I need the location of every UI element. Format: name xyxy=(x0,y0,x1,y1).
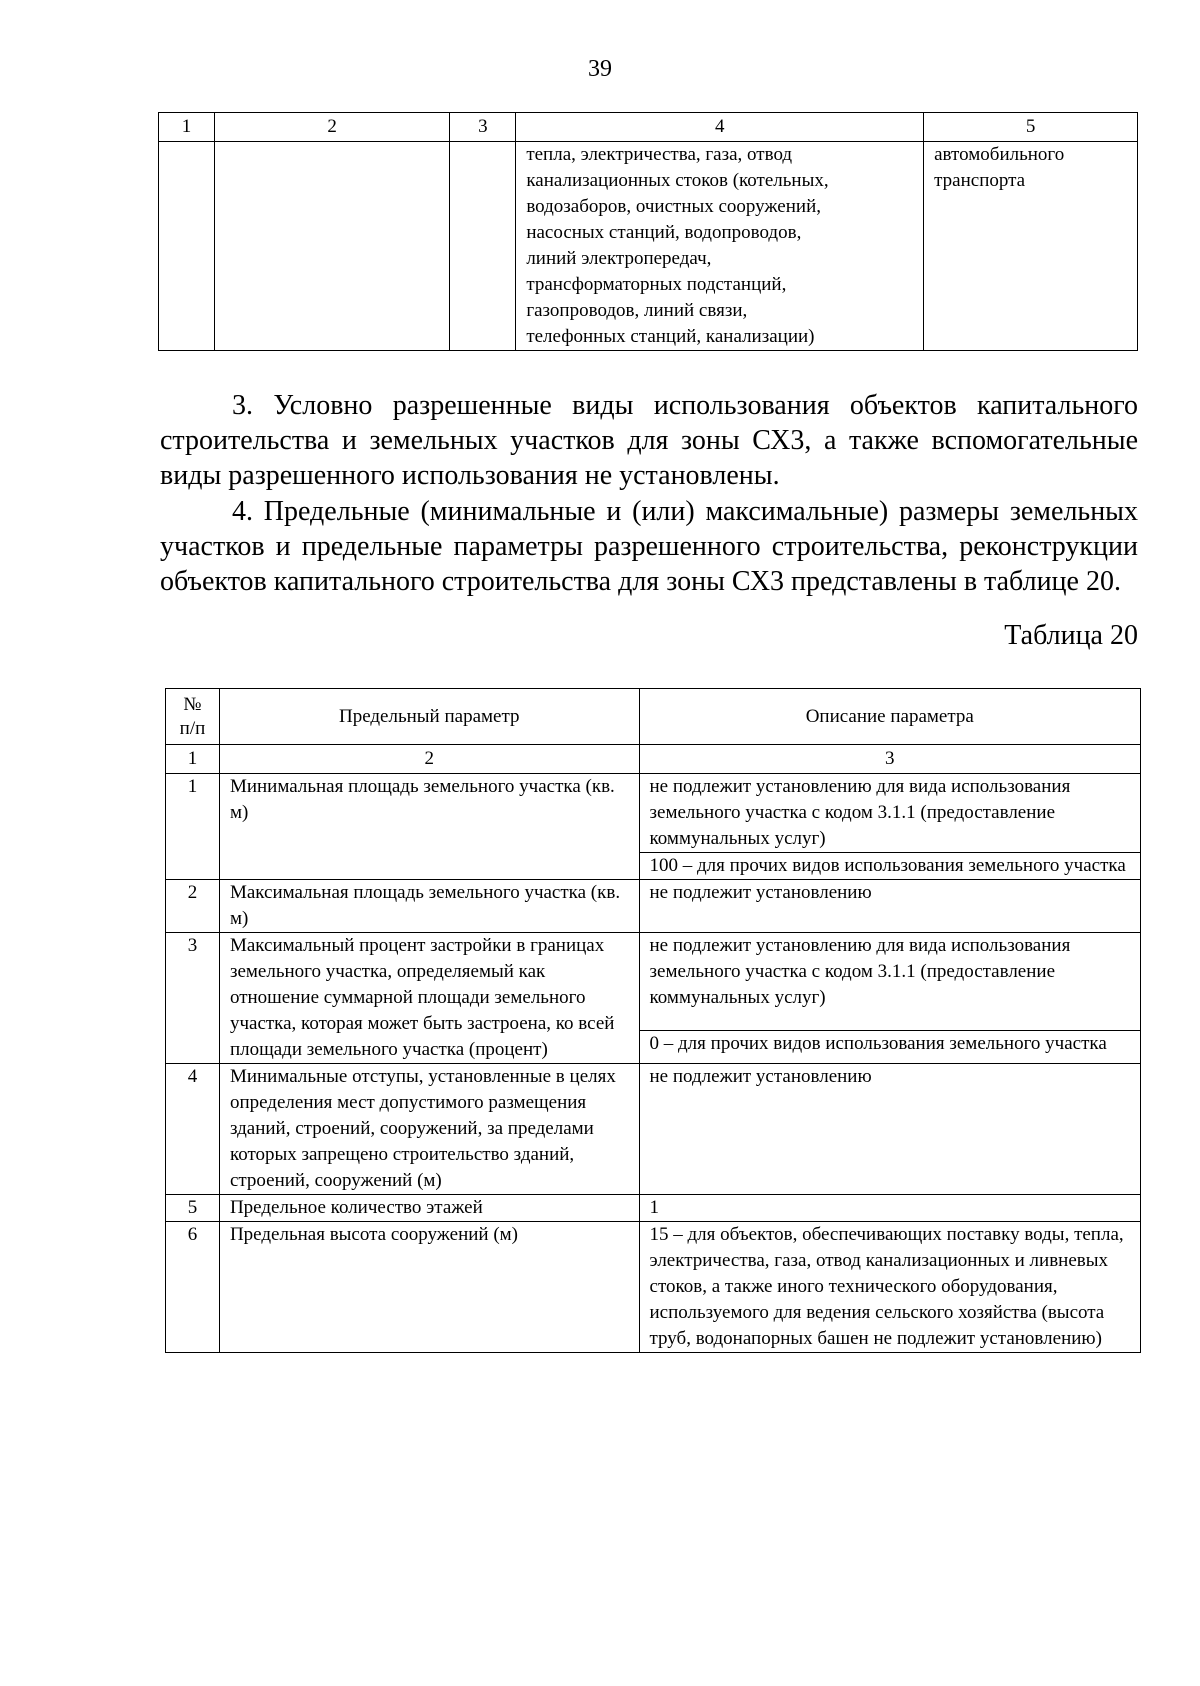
continued-table-header-cell: 3 xyxy=(450,113,516,142)
continued-table-header-row xyxy=(159,113,1138,142)
paragraph-4 xyxy=(160,494,1138,599)
header-number-abbr: п/п xyxy=(179,717,206,739)
continued-table-cell xyxy=(214,142,450,351)
page-number: 39 xyxy=(588,56,612,82)
row-description: 1 xyxy=(639,1195,1140,1222)
row-number: 6 xyxy=(166,1222,220,1353)
continued-table-col5 xyxy=(924,142,1138,351)
paragraph-3 xyxy=(160,388,1138,493)
row-parameter: Предельное количество этажей xyxy=(219,1195,639,1222)
header-number-cell xyxy=(166,689,220,745)
row-parameter: Минимальные отступы, установленные в целях определения мест допустимого размещения зданий, строений, сооружений, за пределами которых запрещено строительство зданий, строений, сооружений (м) xyxy=(219,1064,639,1195)
table-row xyxy=(166,1195,1141,1222)
continued-table-col4 xyxy=(516,142,924,351)
row-description: 0 – для прочих видов использования земельного участка xyxy=(639,1030,1140,1063)
paragraph-3-text: 3. Условно разрешенные виды использования объектов капитального строительства и земельных участков для зоны СХ3, а также вспомогательные виды разрешенного использования не установлены. xyxy=(160,390,1138,491)
row-description: не подлежит установлению для вида использования земельного участка с кодом 3.1.1 (предоставление коммунальных услуг) xyxy=(639,774,1140,853)
row-description: не подлежит установлению xyxy=(639,880,1140,933)
row-parameter: Минимальная площадь земельного участка (кв. м) xyxy=(219,774,639,880)
params-table xyxy=(165,688,1141,1353)
table-row xyxy=(166,1222,1141,1353)
row-number: 2 xyxy=(166,880,220,933)
col4-line: тепла, электричества, газа, отвод xyxy=(526,144,793,165)
params-table-header-row xyxy=(166,689,1141,745)
row-parameter: Предельная высота сооружений (м) xyxy=(219,1222,639,1353)
row-parameter: Максимальная площадь земельного участка (кв. м) xyxy=(219,880,639,933)
col4-line: линий электропередач, xyxy=(526,248,712,269)
row-number: 3 xyxy=(166,933,220,1064)
header-parameter: Предельный параметр xyxy=(219,689,639,745)
col4-line: газопроводов, линий связи, xyxy=(526,300,748,321)
table-row xyxy=(166,774,1141,853)
table-row xyxy=(166,933,1141,1031)
row-description: не подлежит установлению xyxy=(639,1064,1140,1195)
continued-table-cell xyxy=(450,142,516,351)
index-cell: 2 xyxy=(219,745,639,774)
index-cell: 1 xyxy=(166,745,220,774)
continued-table-header-cell: 4 xyxy=(516,113,924,142)
col5-line: транспорта xyxy=(934,170,1026,191)
continued-table xyxy=(158,112,1138,351)
continued-table-header-cell: 1 xyxy=(159,113,215,142)
table-caption: Таблица 20 xyxy=(1004,620,1138,651)
col4-line: насосных станций, водопроводов, xyxy=(526,222,802,243)
continued-table-cell xyxy=(159,142,215,351)
row-description: не подлежит установлению для вида использования земельного участка с кодом 3.1.1 (предоставление коммунальных услуг) xyxy=(639,933,1140,1031)
row-number: 1 xyxy=(166,774,220,880)
row-number: 5 xyxy=(166,1195,220,1222)
col4-line: телефонных станций, канализации) xyxy=(526,326,815,347)
row-number: 4 xyxy=(166,1064,220,1195)
row-parameter: Максимальный процент застройки в границах земельного участка, определяемый как отношение суммарной площади земельного участка, которая может быть застроена, ко всей площади земельного участка (процент) xyxy=(219,933,639,1064)
table-row xyxy=(166,1064,1141,1195)
col5-line: автомобильного xyxy=(934,144,1065,165)
table-row xyxy=(166,880,1141,933)
paragraph-4-text: 4. Предельные (минимальные и (или) максимальные) размеры земельных участков и предельные параметры разрешенного строительства, реконструкции объектов капитального строительства для зоны СХ3 представлены в таблице 20. xyxy=(160,496,1138,597)
header-description: Описание параметра xyxy=(639,689,1140,745)
continued-table-header-cell: 2 xyxy=(214,113,450,142)
col4-line: трансформаторных подстанций, xyxy=(526,274,787,295)
params-table-index-row xyxy=(166,745,1141,774)
col4-line: канализационных стоков (котельных, xyxy=(526,170,829,191)
index-cell: 3 xyxy=(639,745,1140,774)
row-description: 15 – для объектов, обеспечивающих поставку воды, тепла, электричества, газа, отвод канализационных и ливневых стоков, а также иного технического оборудования, используемого для ведения сельского хозяйства (высота труб, водонапорных башен не подлежит установлению) xyxy=(639,1222,1140,1353)
col4-line: водозаборов, очистных сооружений, xyxy=(526,196,821,217)
continued-table-row xyxy=(159,142,1138,351)
header-number-sign: № xyxy=(183,693,202,715)
row-description: 100 – для прочих видов использования земельного участка xyxy=(639,853,1140,880)
continued-table-header-cell: 5 xyxy=(924,113,1138,142)
